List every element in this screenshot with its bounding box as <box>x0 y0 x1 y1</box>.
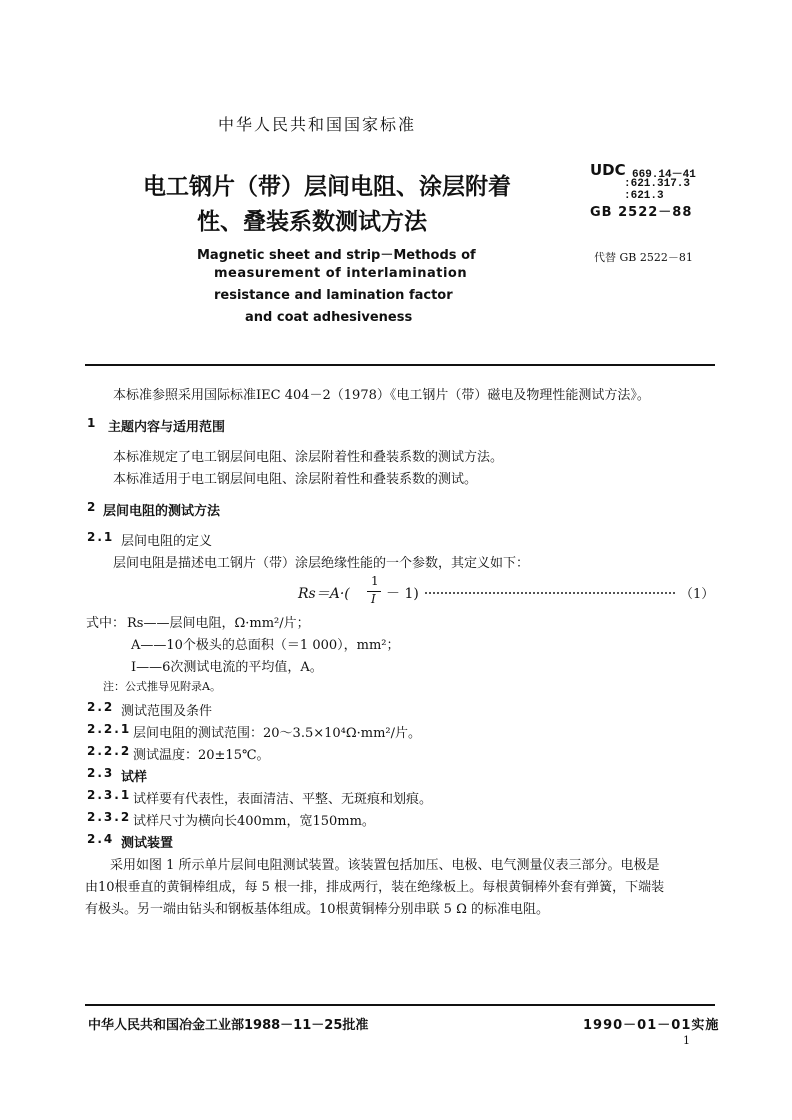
title-en-line: Magnetic sheet and strip－Methods of <box>197 248 476 263</box>
footer-rule <box>85 1004 715 1006</box>
clause-number: 2.2.2 <box>87 744 132 758</box>
variable-definition: Rs——层间电阻，Ω·mm²/片； <box>127 616 310 631</box>
clause-number: 2.3.2 <box>87 810 132 824</box>
formula-note: 注：公式推导见附录A。 <box>103 680 221 693</box>
title-cn-line1: 电工钢片（带）层间电阻、涂层附着 <box>143 174 511 200</box>
paragraph: 层间电阻是描述电工钢片（带）涂层绝缘性能的一个参数，其定义如下： <box>113 556 530 571</box>
udc-code: :621.317.3 <box>624 178 691 190</box>
title-cn-line2: 性、叠装系数测试方法 <box>197 209 427 235</box>
section-title: 测试装置 <box>121 836 174 851</box>
formula-lhs: Rs＝A·( <box>298 586 350 602</box>
approval-line: 中华人民共和国冶金工业部1988－11－25批准 <box>88 1018 369 1033</box>
section-number: 1 <box>87 416 98 430</box>
udc-label: UDC <box>590 161 626 179</box>
section-number: 2.2 <box>87 700 115 714</box>
section-number: 2 <box>87 500 98 514</box>
section-number: 2.1 <box>87 530 115 544</box>
clause-text: 试样尺寸为横向长400mm，宽150mm。 <box>133 814 375 829</box>
equation-number: （1） <box>680 587 715 602</box>
section-title: 测试范围及条件 <box>121 704 213 719</box>
intro-paragraph: 本标准参照采用国际标准IEC 404－2（1978）《电工钢片（带）磁电及物理性能测试方法》。 <box>113 388 650 403</box>
paragraph-line: 有极头。另一端由钻头和钢板基体组成。10根黄铜棒分别串联 5 Ω 的标准电阻。 <box>85 902 549 917</box>
udc-code: :621.3 <box>624 190 664 202</box>
title-en-line: measurement of interlamination <box>214 266 468 281</box>
clause-number: 2.2.1 <box>87 722 132 736</box>
paragraph: 本标准适用于电工钢层间电阻、涂层附着性和叠装系数的测试。 <box>113 472 478 487</box>
formula-rhs: － 1) <box>386 586 419 602</box>
clause-text: 测试温度：20±15℃。 <box>133 748 270 763</box>
leader-dots <box>425 592 675 594</box>
paragraph-line: 采用如图 1 所示单片层间电阻测试装置。该装置包括加压、电极、电气测量仪表三部分。电极是 <box>110 858 660 873</box>
section-title: 层间电阻的测试方法 <box>103 504 221 519</box>
clause-text: 试样要有代表性，表面清洁、平整、无斑痕和划痕。 <box>133 792 433 807</box>
section-number: 2.3 <box>87 766 115 780</box>
variable-definition: I——6次测试电流的平均值，A。 <box>131 660 323 675</box>
section-title: 层间电阻的定义 <box>121 534 213 549</box>
variable-definition: A——10个极头的总面积（＝1 000），mm²； <box>131 638 400 653</box>
paragraph: 本标准规定了电工钢层间电阻、涂层附着性和叠装系数的测试方法。 <box>113 450 504 465</box>
where-label: 式中： <box>86 616 126 631</box>
section-title: 主题内容与适用范围 <box>108 420 226 435</box>
header-rule <box>85 364 715 366</box>
title-en-line: and coat adhesiveness <box>245 310 413 325</box>
issuing-body: 中华人民共和国国家标准 <box>218 115 417 134</box>
udc-code: 669.14－41 <box>632 169 696 181</box>
effective-date: 1990－01－01实施 <box>583 1018 720 1033</box>
title-en-line: resistance and lamination factor <box>214 288 453 303</box>
section-title: 试样 <box>121 770 148 785</box>
gb-number: GB 2522－88 <box>590 205 693 220</box>
replaces-standard: 代替 GB 2522－81 <box>594 251 693 264</box>
page-number: 1 <box>683 1034 690 1047</box>
clause-number: 2.3.1 <box>87 788 132 802</box>
formula-numerator: 1 <box>371 574 379 588</box>
paragraph-line: 由10根垂直的黄铜棒组成，每 5 根一排，排成两行，装在绝缘板上。每根黄铜棒外套有弹簧，下端装 <box>85 880 665 895</box>
section-number: 2.4 <box>87 832 115 846</box>
formula-denominator: I <box>371 592 376 606</box>
clause-text: 层间电阻的测试范围：20～3.5×10⁴Ω·mm²/片。 <box>133 726 422 741</box>
